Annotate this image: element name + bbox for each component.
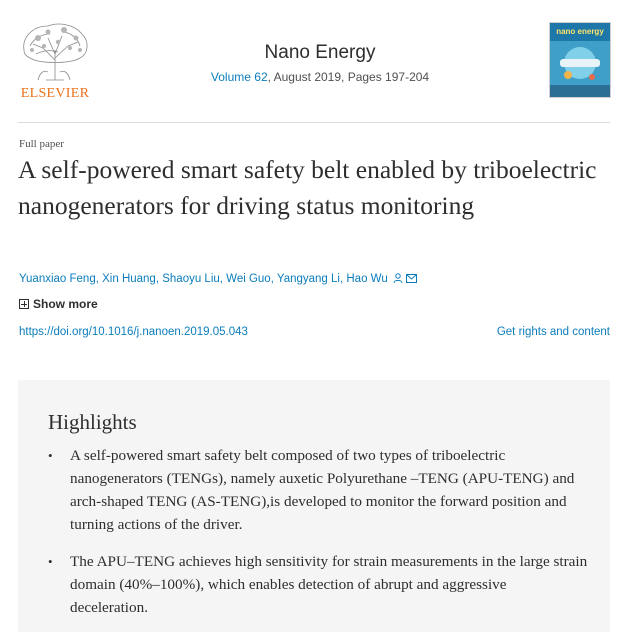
issue-date-pages: , August 2019, Pages 197-204: [267, 70, 430, 84]
elsevier-logo[interactable]: [18, 20, 92, 104]
author-link[interactable]: Wei Guo: [226, 273, 271, 285]
journal-title-link[interactable]: Nano Energy: [264, 42, 376, 63]
highlights-list: [48, 444, 588, 633]
author-link[interactable]: Yangyang Li: [276, 273, 340, 285]
article-title: A self-powered smart safety belt enabled by triboelectric nanogenerators for driving status monitoring: [18, 155, 597, 220]
elsevier-tree-icon: [18, 20, 92, 84]
journal-cover-thumbnail[interactable]: [549, 22, 611, 98]
rights-content-link[interactable]: Get rights and content: [496, 326, 610, 338]
journal-issue-info: [140, 70, 500, 84]
author-link[interactable]: Shaoyu Liu: [162, 273, 220, 285]
show-more-label: Show more: [33, 297, 98, 311]
journal-header: [0, 0, 623, 122]
header-divider: [18, 122, 610, 123]
cover-title: nano energy: [556, 27, 604, 36]
author-link[interactable]: Hao Wu: [346, 273, 388, 285]
author-list: Yuanxiao Feng, Xin Huang, Shaoyu Liu, Wei Guo, Yangyang Li, Hao Wu: [19, 273, 417, 286]
highlights-heading: Highlights: [48, 410, 137, 434]
article-type-label: Full paper: [19, 138, 64, 150]
publisher-name: ELSEVIER: [20, 86, 90, 101]
highlight-item: • A self-powered smart safety belt composed of two types of triboelectric nanogenerators (TENGs), namely auxetic Polyurethane –TENG (APU-TENG) and arch-shaped TENG (AS-TENG),is developed to monitor the forward position and turning actions of the driver.: [48, 444, 588, 536]
highlights-section: [18, 380, 610, 632]
volume-link[interactable]: Volume 62: [210, 70, 268, 84]
person-icon: [393, 273, 403, 283]
doi-link[interactable]: https://doi.org/10.1016/j.nanoen.2019.05.043: [19, 326, 248, 338]
corresponding-author-icons[interactable]: [393, 273, 417, 286]
highlight-item: • The APU–TENG achieves high sensitivity for strain measurements in the large strain domain (40%–100%), which enables detection of abrupt and aggressive deceleration.: [48, 550, 588, 619]
author-link[interactable]: Yuanxiao Feng: [19, 273, 96, 285]
envelope-icon: [406, 274, 417, 283]
plus-box-icon: [19, 299, 29, 309]
show-more-button[interactable]: [19, 297, 98, 311]
author-link[interactable]: Xin Huang: [102, 273, 156, 285]
